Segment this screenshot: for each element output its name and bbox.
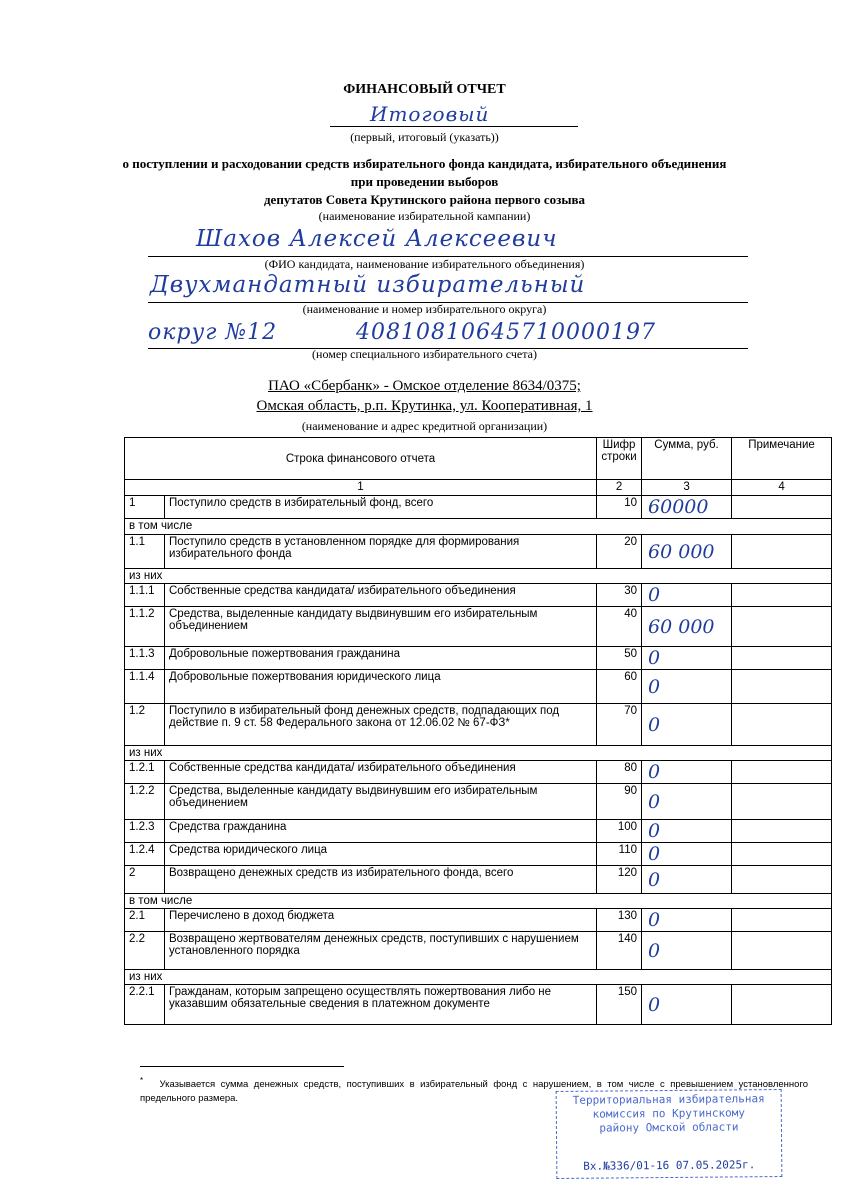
row-note	[732, 820, 832, 843]
subheading-label: из них	[125, 569, 832, 584]
row-note	[732, 670, 832, 704]
row-number: 1.2.4	[125, 843, 165, 866]
row-text: Добровольные пожертвования гражданина	[165, 647, 597, 670]
district-caption: (наименование и номер избирательного округа)	[302, 302, 547, 316]
row-number: 1.1.1	[125, 584, 165, 607]
row-sum: 0	[642, 843, 732, 866]
row-number: 1	[125, 496, 165, 519]
row-text: Возвращено денежных средств из избирательного фонда, всего	[165, 866, 597, 894]
row-text: Собственные средства кандидата/ избирательного объединения	[165, 584, 597, 607]
row-sum: 60 000	[642, 607, 732, 647]
row-note	[732, 496, 832, 519]
district-value-line1: Двухмандатный избирательный	[150, 272, 586, 298]
row-note	[732, 985, 832, 1025]
row-text: Средства, выделенные кандидату выдвинувшим его избирательным объединением	[165, 607, 597, 647]
table-row	[125, 866, 832, 894]
row-note	[732, 843, 832, 866]
row-sum: 0	[642, 820, 732, 843]
stamp-line4: Вх.№336/01-16 07.05.2025г.	[583, 1158, 756, 1173]
row-code: 60	[597, 670, 642, 704]
bank-line1-text: ПАО «Сбербанк» - Омское отделение 8634/0375;	[268, 378, 581, 394]
heading-line3: депутатов Совета Крутинского района первого созыва	[263, 192, 585, 207]
row-number: 2.2	[125, 932, 165, 970]
row-text: Добровольные пожертвования юридического лица	[165, 670, 597, 704]
row-code: 70	[597, 704, 642, 746]
row-text: Поступило средств в избирательный фонд, всего	[165, 496, 597, 519]
table-subheading-row	[125, 894, 832, 909]
row-note	[732, 647, 832, 670]
row-code: 140	[597, 932, 642, 970]
table-row	[125, 535, 832, 569]
row-note	[732, 704, 832, 746]
row-text: Поступило в избирательный фонд денежных средств, подпадающих под действие п. 9 ст. 58 Федерального закона от 12.06.02 № 67-ФЗ*	[165, 704, 597, 746]
bank-line1	[0, 378, 849, 395]
bank-line2-text: Омская область, р.п. Крутинка, ул. Кооперативная, 1	[256, 398, 593, 414]
table-header-row	[125, 438, 832, 480]
financial-table	[124, 437, 832, 1025]
table-body	[125, 496, 832, 1025]
report-title: ФИНАНСОВЫЙ ОТЧЕТ	[343, 82, 506, 97]
row-sum: 0	[642, 584, 732, 607]
row-number: 1.2.2	[125, 784, 165, 820]
row-text: Перечислено в доход бюджета	[165, 909, 597, 932]
table-row	[125, 670, 832, 704]
col-number-3: 3	[642, 480, 732, 496]
col-number-1: 1	[125, 480, 597, 496]
heading-line2: при проведении выборов	[350, 174, 499, 189]
row-sum: 0	[642, 784, 732, 820]
row-number: 1.1.4	[125, 670, 165, 704]
table-row	[125, 843, 832, 866]
table-row	[125, 909, 832, 932]
row-code: 110	[597, 843, 642, 866]
row-number: 1.2.1	[125, 761, 165, 784]
row-text: Средства гражданина	[165, 820, 597, 843]
row-number: 2	[125, 866, 165, 894]
row-code: 10	[597, 496, 642, 519]
row-code: 50	[597, 647, 642, 670]
row-number: 1.2.3	[125, 820, 165, 843]
col-number-2: 2	[597, 480, 642, 496]
subheading-label: из них	[125, 746, 832, 761]
table-row	[125, 985, 832, 1025]
row-sum: 60 000	[642, 535, 732, 569]
district-value-line2: округ №12	[148, 320, 278, 345]
table-row	[125, 584, 832, 607]
row-note	[732, 932, 832, 970]
row-sum: 0	[642, 670, 732, 704]
row-sum: 0	[642, 909, 732, 932]
row-code: 40	[597, 607, 642, 647]
bank-caption: (наименование и адрес кредитной организации)	[301, 419, 548, 433]
table-subheading-row	[125, 519, 832, 535]
footnote-rule	[140, 1066, 344, 1067]
report-type-caption: (первый, итоговый (указать))	[350, 130, 499, 144]
row-text: Гражданам, которым запрещено осуществлять пожертвования либо не указавшим обязательные сведения в платежном документе	[165, 985, 597, 1025]
table-subheading-row	[125, 569, 832, 584]
row-number: 1.2	[125, 704, 165, 746]
row-sum: 0	[642, 704, 732, 746]
row-number: 2.1	[125, 909, 165, 932]
subheading-label: из них	[125, 970, 832, 985]
row-sum: 0	[642, 985, 732, 1025]
table-row	[125, 496, 832, 519]
report-type-value: Итоговый	[370, 102, 490, 126]
account-caption: (номер специального избирательного счета)	[312, 347, 537, 361]
row-sum: 0	[642, 647, 732, 670]
table-row	[125, 820, 832, 843]
row-sum: 0	[642, 932, 732, 970]
stamp-line1: Территориальная избирательная	[572, 1092, 765, 1107]
row-code: 20	[597, 535, 642, 569]
row-code: 130	[597, 909, 642, 932]
bank-line2	[0, 398, 849, 415]
row-text: Средства юридического лица	[165, 843, 597, 866]
row-text: Собственные средства кандидата/ избирательного объединения	[165, 761, 597, 784]
row-note	[732, 584, 832, 607]
row-code: 120	[597, 866, 642, 894]
registration-stamp	[556, 1089, 783, 1179]
row-note	[732, 607, 832, 647]
subheading-label: в том числе	[125, 894, 832, 909]
row-code: 90	[597, 784, 642, 820]
col-number-4: 4	[732, 480, 832, 496]
account-value: 40810810645710000197	[356, 320, 656, 345]
table-number-row	[125, 480, 832, 496]
table-row	[125, 932, 832, 970]
stamp-line3: району Омской области	[599, 1120, 739, 1135]
header-row: Строка финансового отчета	[125, 438, 597, 480]
header-sum: Сумма, руб.	[642, 438, 732, 480]
row-number: 1.1	[125, 535, 165, 569]
row-sum: 0	[642, 761, 732, 784]
subheading-label: в том числе	[125, 519, 832, 535]
row-text: Возвращено жертвователям денежных средств, поступивших с нарушением установленного порядка	[165, 932, 597, 970]
row-sum: 0	[642, 866, 732, 894]
row-note	[732, 761, 832, 784]
row-number: 1.1.2	[125, 607, 165, 647]
table-row	[125, 761, 832, 784]
candidate-caption: (ФИО кандидата, наименование избирательного объединения)	[264, 257, 585, 271]
row-number: 1.1.3	[125, 647, 165, 670]
campaign-caption: (наименование избирательной кампании)	[318, 209, 531, 223]
table-row	[125, 607, 832, 647]
row-number: 2.2.1	[125, 985, 165, 1025]
row-code: 80	[597, 761, 642, 784]
header-note: Примечание	[732, 438, 832, 480]
row-text: Средства, выделенные кандидату выдвинувшим его избирательным объединением	[165, 784, 597, 820]
row-note	[732, 784, 832, 820]
table-row	[125, 784, 832, 820]
table-subheading-row	[125, 746, 832, 761]
heading-line1: о поступлении и расходовании средств избирательного фонда кандидата, избирательного объединения	[122, 156, 727, 171]
candidate-value: Шахов Алексей Алексеевич	[196, 226, 558, 252]
table-row	[125, 704, 832, 746]
stamp-line2: комиссия по Крутинскому	[592, 1106, 746, 1121]
header-code: Шифр строки	[597, 438, 642, 480]
footnote-text: Указывается сумма денежных средств, поступивших в избирательный фонд с нарушением, в том числе с превышением установленного предельного размера.	[140, 1079, 808, 1105]
report-type-line	[330, 126, 578, 127]
table-row	[125, 647, 832, 670]
row-code: 100	[597, 820, 642, 843]
row-note	[732, 535, 832, 569]
row-note	[732, 909, 832, 932]
row-text: Поступило средств в установленном порядке для формирования избирательного фонда	[165, 535, 597, 569]
row-code: 30	[597, 584, 642, 607]
footnote-mark: *	[140, 1076, 144, 1085]
row-code: 150	[597, 985, 642, 1025]
row-sum: 60000	[642, 496, 732, 519]
table-subheading-row	[125, 970, 832, 985]
row-note	[732, 866, 832, 894]
